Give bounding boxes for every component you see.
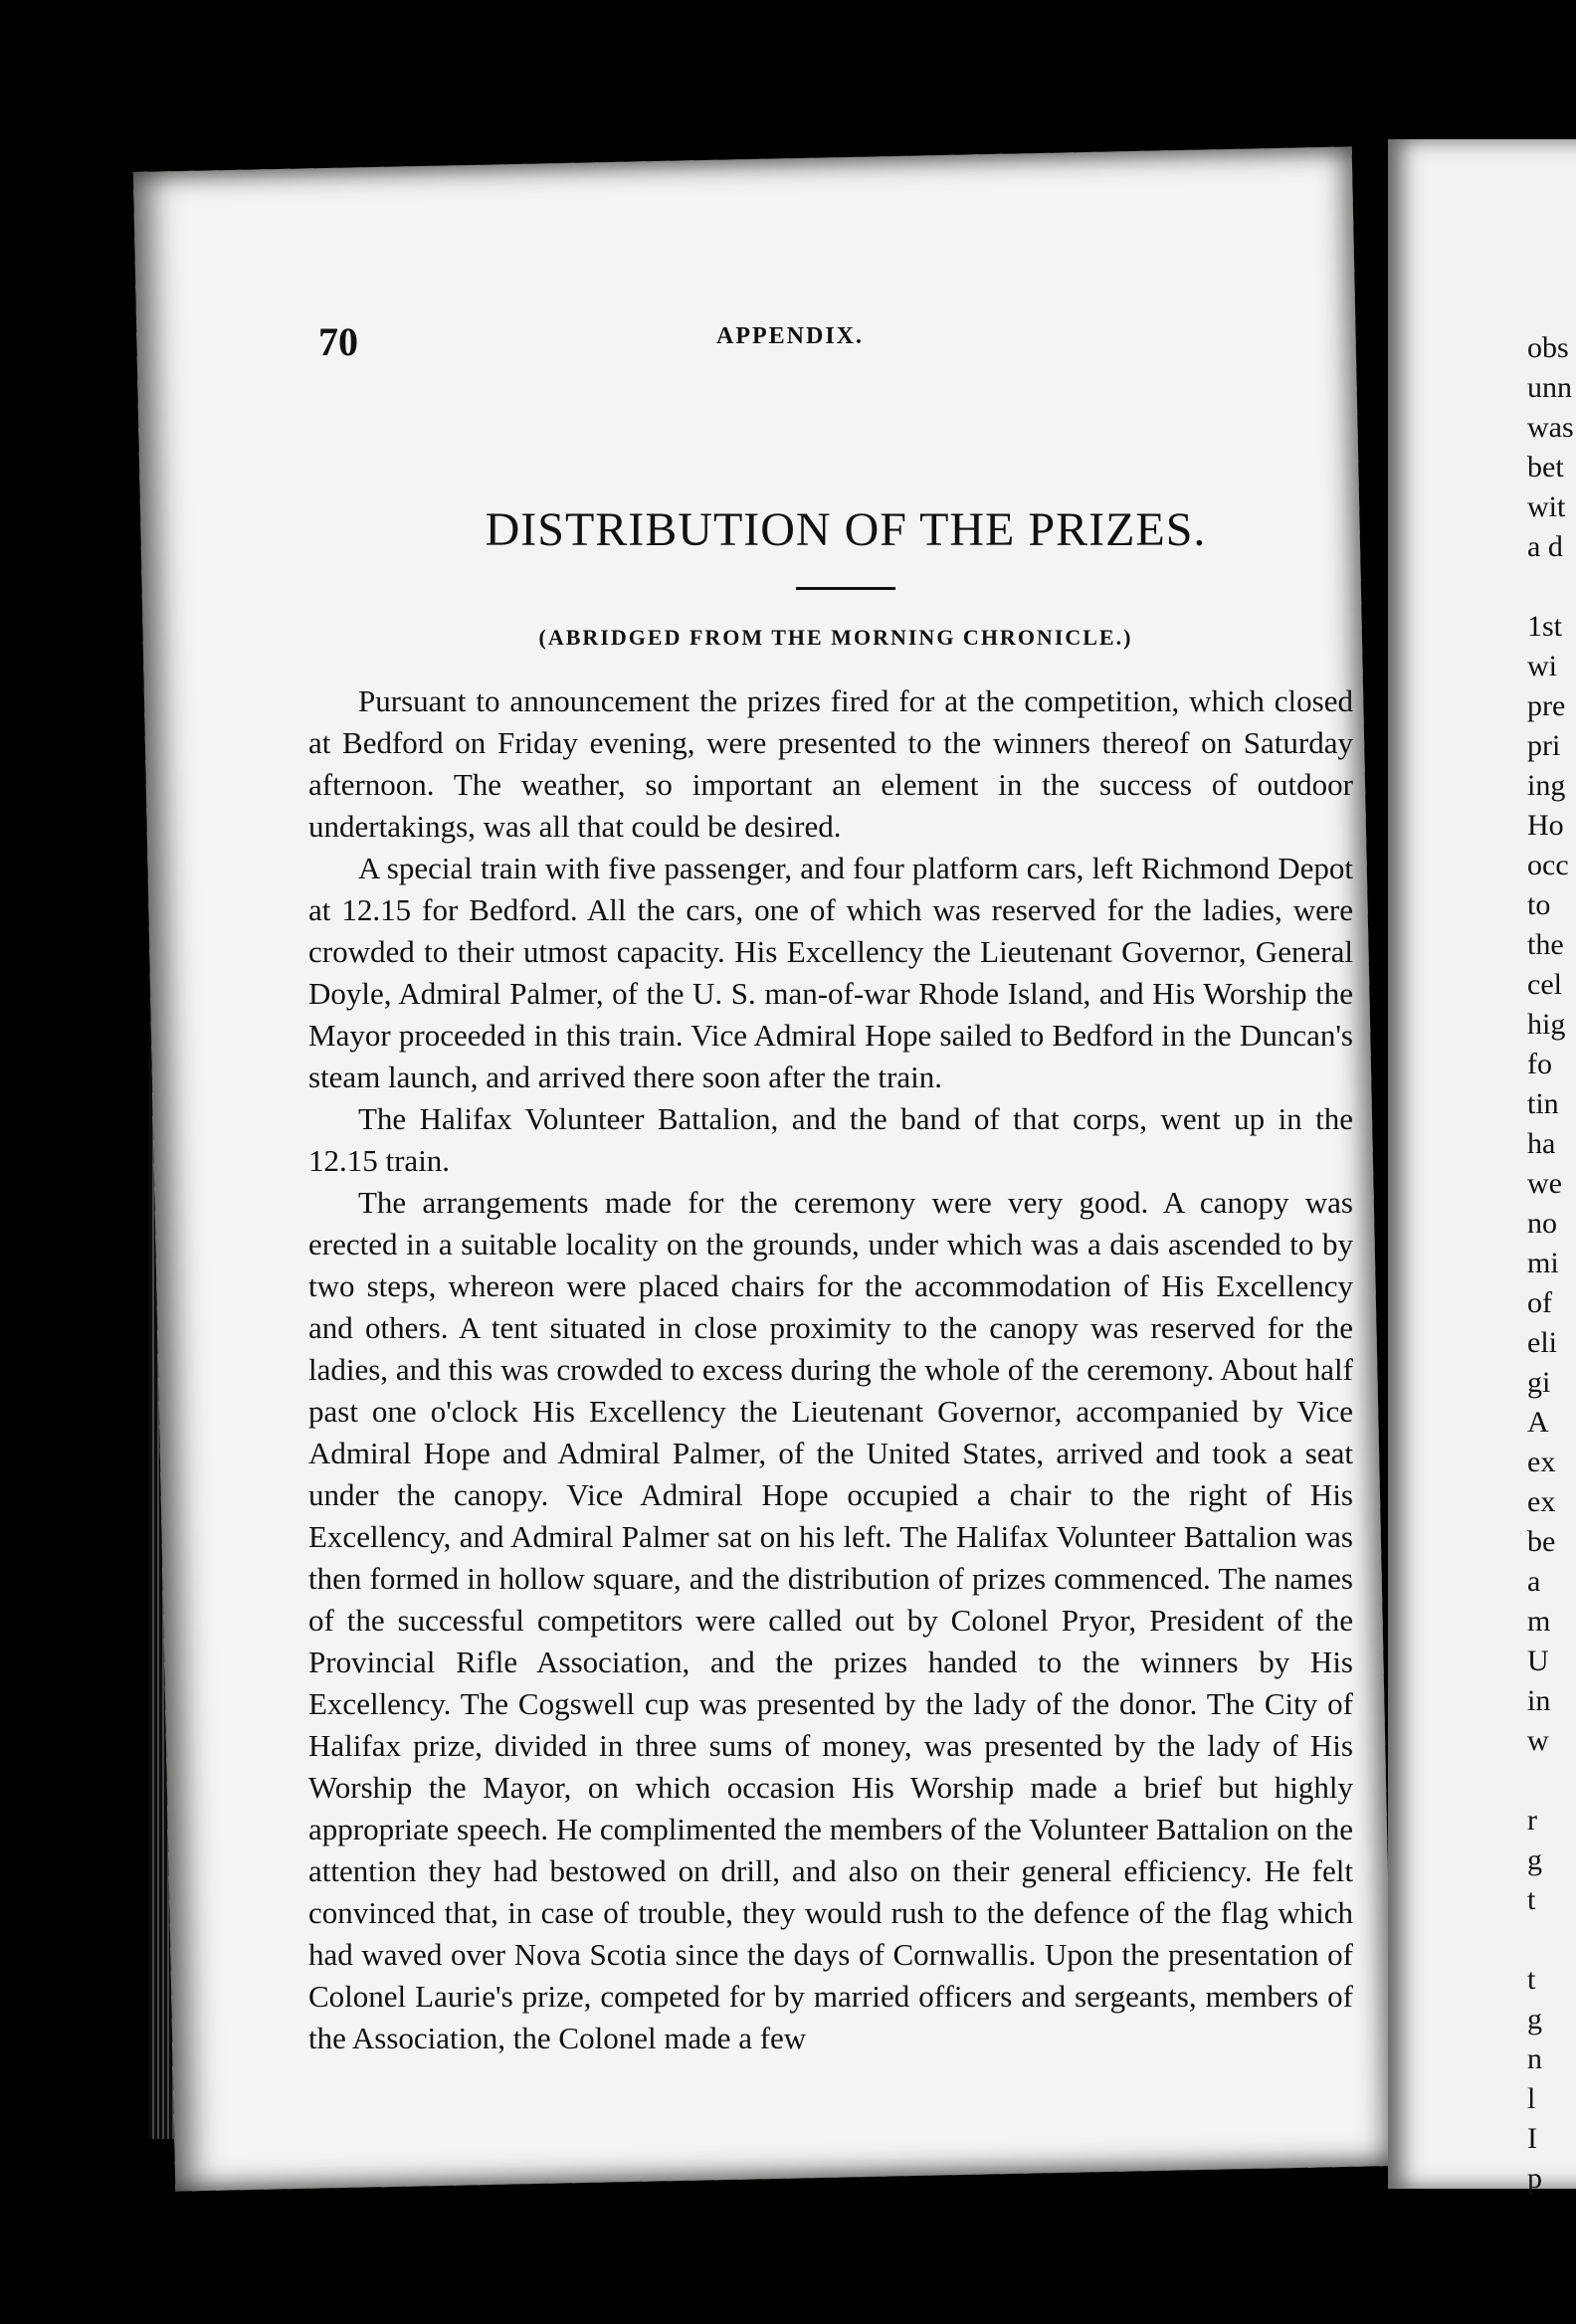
facing-page-line: l — [1527, 2082, 1536, 2115]
facing-page-line: bet — [1527, 451, 1564, 484]
paragraph: The Halifax Volunteer Battalion, and the band of that corps, went up in the 12.15 train. — [308, 1101, 1353, 1178]
paragraph: The arrangements made for the ceremony were very good. A canopy was erected in a suitable locality on the grounds, under which was a dais ascended to by two steps, whereon were placed chairs for the accommodation of His Excellency and others. A tent situated in close proximity to the canopy was reserved for the ladies, and this was crowded to excess during the whole of the ceremony. About half past one o'clock His Excellency the Lieutenant Governor, accompanied by Vice Admiral Hope and Admiral Palmer, of the United States, arrived and took a seat under the canopy. Vice Admiral Hope occupied a chair to the right of His Excellency, and Admiral Palmer sat on his left. The Halifax Volunteer Battalion was then formed in hollow square, and the distribution of prizes commenced. The names of the successful competitors were called out by Colonel Pryor, President of the Provincial Rifle Association, and the prizes handed to the winners by His Excellency. The Cogswell cup was presented by the lady of the donor. The City of Halifax prize, divided in three sums of money, was presented by the lady of His Worship the Mayor, on which occasion His Worship made a brief but highly appropriate speech. He complimented the members of the Volunteer Battalion on the attention they had bestowed on drill, and also on their general efficiency. He felt convinced that, in case of trouble, they would rush to the defence of the flag which had waved over Nova Scotia since the days of Cornwallis. Upon the presentation of Colonel Laurie's prize, competed for by married officers and sergeants, members of the Association, the Colonel made a few — [308, 1185, 1353, 2055]
facing-page-line: occ — [1527, 849, 1569, 881]
facing-page-line: I — [1527, 2122, 1537, 2155]
facing-page-line: ex — [1527, 1485, 1556, 1518]
page-number: 70 — [318, 319, 358, 364]
facing-page-line: g — [1527, 1843, 1542, 1876]
facing-page-line: ing — [1527, 769, 1566, 802]
facing-page-line: r — [1527, 1804, 1537, 1837]
facing-page-line — [1527, 1761, 1574, 1801]
left-page-content — [169, 169, 1363, 2059]
facing-page-line: a — [1527, 1565, 1541, 1598]
facing-page-text-fragments — [1527, 328, 1574, 2199]
facing-page-line: the — [1527, 928, 1564, 961]
facing-page-line: pri — [1527, 729, 1561, 762]
facing-page-line: a d — [1527, 530, 1563, 563]
facing-page-line: ha — [1527, 1127, 1556, 1160]
facing-page-line: t — [1527, 1883, 1536, 1916]
facing-page-line: hig — [1527, 1008, 1566, 1041]
facing-page-line: 1st — [1527, 610, 1563, 643]
facing-page-line: cel — [1527, 968, 1562, 1001]
facing-page-line: p — [1527, 2162, 1542, 2195]
facing-page-line: was — [1527, 411, 1574, 444]
facing-page-line: w — [1527, 1724, 1549, 1757]
facing-page-line: m — [1527, 1605, 1551, 1638]
facing-page-line — [1527, 567, 1574, 607]
paragraph: Pursuant to announcement the prizes fired for at the competition, which closed at Bedford on Friday evening, were presented to the winners thereof on Saturday afternoon. The weather, so important an element in the success of outdoor undertakings, was all that could be desired. — [308, 683, 1353, 844]
article-body — [308, 680, 1353, 2059]
facing-page-line: mi — [1527, 1247, 1559, 1279]
facing-page-line: of — [1527, 1286, 1552, 1319]
facing-page-line: ex — [1527, 1446, 1556, 1478]
facing-page-line: we — [1527, 1167, 1562, 1200]
facing-page-line: wit — [1527, 490, 1566, 523]
facing-page-line: n — [1527, 2042, 1542, 2075]
facing-page-line: to — [1527, 888, 1551, 921]
facing-page-line: wi — [1527, 650, 1557, 682]
facing-page-line: t — [1527, 1963, 1536, 1996]
facing-page-line: pre — [1527, 689, 1566, 722]
facing-page-line: no — [1527, 1207, 1557, 1240]
facing-page-line: gi — [1527, 1366, 1551, 1399]
facing-page-line: g — [1527, 2003, 1542, 2035]
facing-page-line: A — [1527, 1406, 1549, 1439]
facing-page-line: Ho — [1527, 809, 1564, 842]
facing-page-line: obs — [1527, 331, 1569, 364]
facing-page-line: unn — [1527, 371, 1572, 404]
facing-page-line: U — [1527, 1645, 1549, 1677]
facing-page-line: in — [1527, 1684, 1551, 1717]
title-rule — [796, 587, 895, 590]
paragraph: A special train with five passenger, and four platform cars, left Richmond Depot at 12.15 for Bedford. All the cars, one of which was reserved for the ladies, were crowded to their utmost capacity. His Excellency the Lieutenant Governor, General Doyle, Admiral Palmer, of the U. S. man-of-war Rhode Island, and His Worship the Mayor proceeded in this train. Vice Admiral Hope sailed to Bedford in the Duncan's steam launch, and arrived there soon after the train. — [308, 851, 1353, 1094]
running-head: APPENDIX. — [716, 323, 864, 349]
page-header — [169, 318, 1363, 378]
facing-page-line — [1527, 1920, 1574, 1960]
article-title: DISTRIBUTION OF THE PRIZES. — [485, 503, 1207, 556]
facing-page-line: tin — [1527, 1087, 1559, 1120]
facing-page-line: be — [1527, 1525, 1556, 1558]
facing-page-line: fo — [1527, 1048, 1552, 1080]
article-source: (ABRIDGED FROM THE MORNING CHRONICLE.) — [538, 625, 1133, 650]
facing-page-line: eli — [1527, 1326, 1557, 1359]
